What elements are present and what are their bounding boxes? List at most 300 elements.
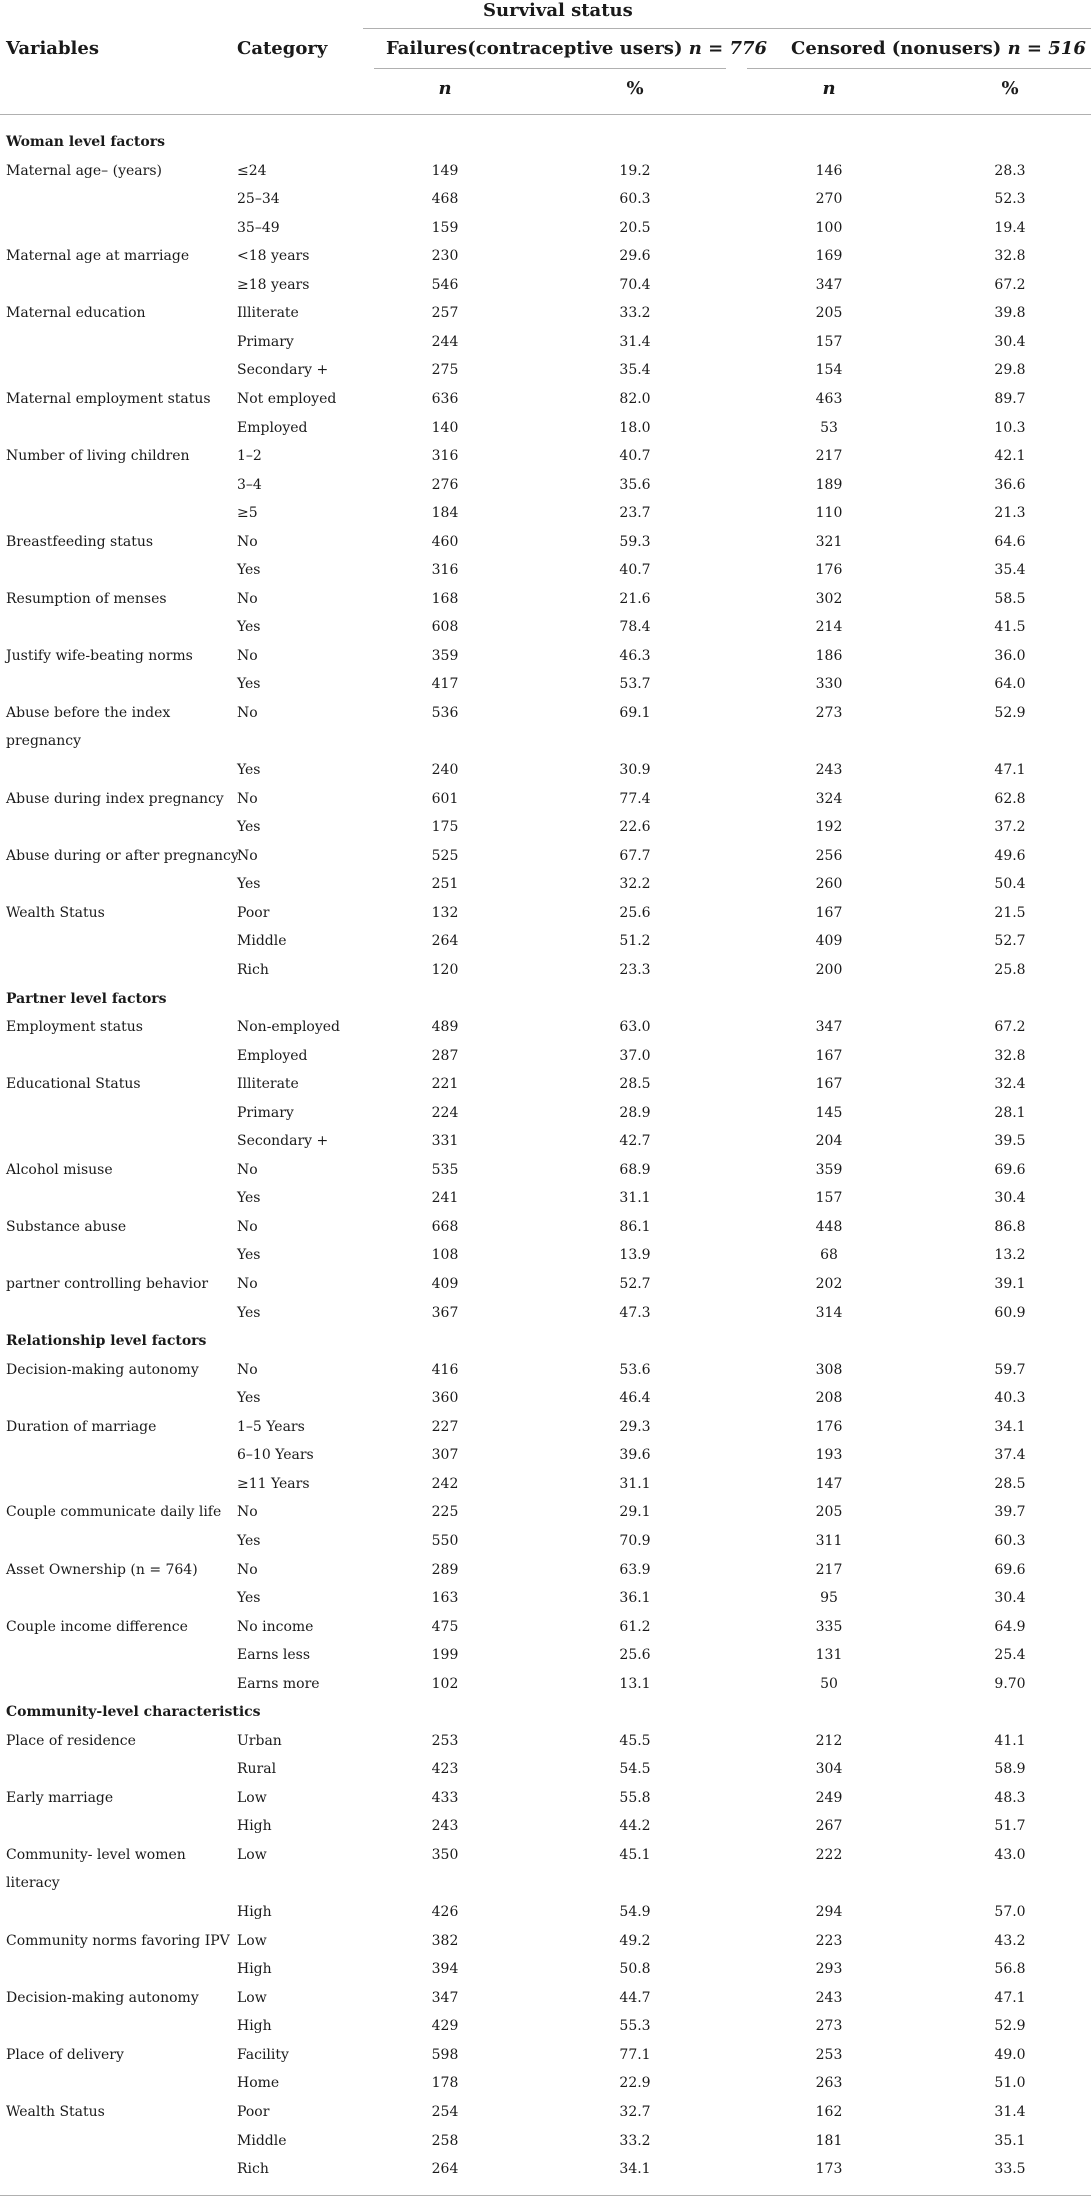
category-cell: 1–2 bbox=[237, 448, 262, 465]
table-row bbox=[0, 927, 1091, 955]
censored-n-cell: 193 bbox=[815, 1447, 843, 1464]
table-row bbox=[0, 1670, 1091, 1698]
censored-n-cell: 302 bbox=[815, 590, 843, 607]
failures-n-cell: 316 bbox=[431, 562, 459, 579]
category-cell: Illiterate bbox=[237, 1076, 299, 1093]
variable-cell: Decision-making autonomy bbox=[6, 1989, 199, 2006]
censored-pct-cell: 10.3 bbox=[994, 419, 1026, 436]
table-row bbox=[0, 2012, 1091, 2040]
censored-pct-cell: 25.4 bbox=[994, 1647, 1026, 1664]
variable-cell: Breastfeeding status bbox=[6, 533, 154, 550]
censored-n-cell: 260 bbox=[815, 876, 843, 893]
category-cell: Yes bbox=[237, 819, 261, 836]
variable-cell: Maternal age– (years) bbox=[6, 162, 162, 179]
table-row bbox=[0, 2098, 1091, 2126]
table-row bbox=[0, 1755, 1091, 1783]
failures-pct-cell: 39.6 bbox=[619, 1447, 651, 1464]
censored-pct-cell: 35.1 bbox=[994, 2132, 1026, 2149]
table-row bbox=[0, 1641, 1091, 1669]
category-cell: No bbox=[237, 847, 258, 864]
table-bottom-rule bbox=[0, 2195, 1091, 2196]
failures-pct-cell: 77.1 bbox=[619, 2046, 651, 2063]
failures-n-cell: 536 bbox=[431, 705, 459, 721]
table-row bbox=[0, 471, 1091, 499]
censored-n-cell: 448 bbox=[815, 1218, 843, 1235]
variable-cell: Couple income difference bbox=[6, 1618, 188, 1635]
failures-n-cell: 423 bbox=[431, 1761, 459, 1778]
censored-pct-cell: 67.2 bbox=[994, 276, 1026, 293]
censored-pct-cell: 28.1 bbox=[994, 1104, 1026, 1121]
censored-pct-cell: 56.8 bbox=[994, 1961, 1026, 1978]
table-row bbox=[0, 157, 1091, 185]
variable-cell: Place of delivery bbox=[6, 2046, 124, 2063]
failures-n-cell: 244 bbox=[431, 333, 459, 350]
censored-n-cell: 243 bbox=[815, 762, 843, 779]
variable-cell: Resumption of menses bbox=[6, 590, 167, 607]
failures-pct-cell: 37.0 bbox=[619, 1047, 651, 1064]
failures-n-cell: 347 bbox=[431, 1989, 459, 2006]
failures-n-cell: 132 bbox=[431, 904, 459, 921]
table-row bbox=[0, 1241, 1091, 1269]
failures-pct-cell: 49.2 bbox=[619, 1932, 651, 1949]
section-header-row bbox=[0, 128, 1091, 156]
failures-n-cell: 224 bbox=[431, 1104, 459, 1121]
variable-cell: partner controlling behavior bbox=[6, 1276, 209, 1292]
table-row bbox=[0, 1156, 1091, 1184]
table-row bbox=[0, 1898, 1091, 1926]
failures-pct-cell: 22.6 bbox=[619, 819, 651, 836]
censored-n-cell: 330 bbox=[815, 676, 843, 693]
failures-n-cell: 409 bbox=[431, 1276, 459, 1292]
category-cell: Illiterate bbox=[237, 305, 299, 322]
censored-n-cell: 192 bbox=[815, 819, 843, 836]
censored-n-cell: 176 bbox=[815, 562, 843, 579]
failures-n-cell: 360 bbox=[431, 1390, 459, 1407]
category-cell: Low bbox=[237, 1932, 267, 1949]
table-row bbox=[0, 1413, 1091, 1441]
failures-n-cell: 175 bbox=[431, 819, 459, 836]
category-cell: No bbox=[237, 1561, 258, 1578]
censored-pct-cell: 13.2 bbox=[994, 1247, 1026, 1264]
censored-n-cell: 154 bbox=[815, 362, 843, 379]
failures-pct-cell: 35.6 bbox=[619, 476, 651, 493]
failures-pct-cell: 78.4 bbox=[619, 619, 651, 636]
censored-pct-cell: 49.6 bbox=[994, 847, 1026, 864]
failures-n-cell: 221 bbox=[431, 1076, 459, 1093]
censored-n-cell: 212 bbox=[815, 1732, 843, 1749]
table-row bbox=[0, 1841, 1091, 1891]
table-row bbox=[0, 1270, 1091, 1298]
category-cell: ≥18 years bbox=[237, 276, 310, 293]
failures-n-cell: 359 bbox=[431, 647, 459, 664]
failures-pct-cell: 55.3 bbox=[619, 2018, 651, 2035]
table-row bbox=[0, 1470, 1091, 1498]
failures-pct-cell: 70.4 bbox=[619, 276, 651, 293]
censored-pct-cell: 64.6 bbox=[994, 533, 1026, 550]
failures-pct-cell: 54.5 bbox=[619, 1761, 651, 1778]
category-cell: Low bbox=[237, 1989, 267, 2006]
category-cell: Employed bbox=[237, 419, 308, 436]
censored-n-cell: 162 bbox=[815, 2103, 843, 2120]
table-row bbox=[0, 1498, 1091, 1526]
failures-pct-cell: 31.1 bbox=[619, 1190, 651, 1207]
censored-pct-cell: 86.8 bbox=[994, 1218, 1026, 1235]
censored-n-cell: 335 bbox=[815, 1618, 843, 1635]
table-row bbox=[0, 1099, 1091, 1127]
failures-pct-cell: 46.4 bbox=[619, 1390, 651, 1407]
failures-n-cell: 287 bbox=[431, 1047, 459, 1064]
category-cell: Home bbox=[237, 2075, 280, 2092]
table-row bbox=[0, 242, 1091, 270]
category-cell: Secondary + bbox=[237, 362, 329, 379]
censored-pct-cell: 21.3 bbox=[994, 505, 1026, 522]
table-row bbox=[0, 1927, 1091, 1955]
category-cell: Yes bbox=[237, 676, 261, 693]
censored-n-cell: 463 bbox=[815, 391, 843, 407]
table-row bbox=[0, 2069, 1091, 2097]
failures-n-cell: 199 bbox=[431, 1647, 459, 1664]
failures-n-cell: 251 bbox=[431, 876, 459, 893]
failures-label: Failures(contraceptive users) bbox=[386, 38, 683, 59]
section-header-row bbox=[0, 985, 1091, 1013]
censored-pct-cell: 49.0 bbox=[994, 2046, 1026, 2063]
censored-pct-cell: 35.4 bbox=[994, 562, 1026, 579]
failures-n-cell: 257 bbox=[431, 305, 459, 322]
category-cell: Yes bbox=[237, 1390, 261, 1407]
table-row bbox=[0, 1042, 1091, 1070]
failures-n-cell: 426 bbox=[431, 1904, 459, 1921]
variables-column-header: Variables bbox=[6, 38, 99, 59]
censored-n-cell: 189 bbox=[815, 476, 843, 493]
table-row bbox=[0, 670, 1091, 698]
failures-pct-cell: 63.0 bbox=[619, 1019, 651, 1035]
category-cell: Employed bbox=[237, 1047, 308, 1064]
censored-n-cell: 204 bbox=[815, 1133, 843, 1150]
censored-n-cell: 50 bbox=[820, 1675, 838, 1692]
failures-n-cell: 225 bbox=[431, 1504, 459, 1521]
table-row bbox=[0, 1584, 1091, 1612]
variable-cell: Maternal education bbox=[6, 305, 146, 322]
variable-cell: Duration of marriage bbox=[6, 1418, 157, 1435]
section-title: Woman level factors bbox=[6, 134, 165, 150]
table-row bbox=[0, 642, 1091, 670]
failures-n-cell: 416 bbox=[431, 1361, 459, 1378]
failures-pct-cell: 23.3 bbox=[619, 961, 651, 978]
variable-cell: Asset Ownership (n = 764) bbox=[6, 1561, 198, 1578]
variable-cell: Educational Status bbox=[6, 1076, 141, 1093]
censored-pct-cell: 51.7 bbox=[994, 1818, 1026, 1835]
table-row bbox=[0, 271, 1091, 299]
censored-pct-cell: 41.1 bbox=[994, 1732, 1026, 1749]
failures-n-cell: 382 bbox=[431, 1932, 459, 1949]
category-cell: Yes bbox=[237, 1532, 261, 1549]
section-title: Partner level factors bbox=[6, 990, 167, 1007]
table-row bbox=[0, 442, 1091, 470]
table-row bbox=[0, 1727, 1091, 1755]
censored-pct-cell: 48.3 bbox=[994, 1789, 1026, 1806]
category-cell: Yes bbox=[237, 619, 261, 636]
category-cell: No bbox=[237, 705, 258, 721]
censored-pct-cell: 47.1 bbox=[994, 762, 1026, 779]
category-cell: No bbox=[237, 790, 258, 807]
censored-pct-cell: 69.6 bbox=[994, 1161, 1026, 1178]
censored-pct-cell: 51.0 bbox=[994, 2075, 1026, 2092]
failures-pct-cell: 46.3 bbox=[619, 647, 651, 664]
category-cell: Yes bbox=[237, 562, 261, 579]
table-row bbox=[0, 785, 1091, 813]
category-cell: Earns less bbox=[237, 1647, 311, 1664]
failures-n-cell: 178 bbox=[431, 2075, 459, 2092]
failures-n-cell: 289 bbox=[431, 1561, 459, 1578]
header-bottom-rule bbox=[0, 114, 1091, 115]
censored-pct-cell: 40.3 bbox=[994, 1390, 1026, 1407]
category-cell: Primary bbox=[237, 1104, 294, 1121]
category-column-header: Category bbox=[237, 38, 328, 59]
censored-n-cell: 304 bbox=[815, 1761, 843, 1778]
censored-n-cell: 249 bbox=[815, 1789, 843, 1806]
censored-label: Censored (nonusers) bbox=[791, 38, 1002, 59]
category-cell: No bbox=[237, 1361, 258, 1378]
table-row bbox=[0, 328, 1091, 356]
category-cell: High bbox=[237, 2018, 272, 2035]
category-cell: ≤24 bbox=[237, 162, 267, 179]
failures-n-cell: 149 bbox=[431, 162, 459, 179]
variable-cell-continued: literacy bbox=[6, 1875, 60, 1891]
category-cell: Earns more bbox=[237, 1675, 320, 1692]
category-cell: No income bbox=[237, 1618, 314, 1635]
variable-cell: Wealth Status bbox=[6, 2103, 105, 2120]
table-row bbox=[0, 356, 1091, 384]
category-cell: <18 years bbox=[237, 248, 310, 265]
category-cell: Urban bbox=[237, 1732, 282, 1749]
table-row bbox=[0, 1955, 1091, 1983]
variable-cell: Abuse before the index bbox=[6, 705, 171, 721]
censored-n-cell: 217 bbox=[815, 1561, 843, 1578]
censored-pct-cell: 39.7 bbox=[994, 1504, 1026, 1521]
censored-pct-cell: 25.8 bbox=[994, 961, 1026, 978]
failures-n-cell: 240 bbox=[431, 762, 459, 779]
censored-pct-cell: 62.8 bbox=[994, 790, 1026, 807]
category-cell: Low bbox=[237, 1789, 267, 1806]
failures-pct-cell: 51.2 bbox=[619, 933, 651, 950]
variable-cell: Abuse during or after pregnancy bbox=[6, 847, 239, 864]
censored-n-cell: 173 bbox=[815, 2161, 843, 2177]
table-row bbox=[0, 699, 1091, 749]
failures-n-cell: 636 bbox=[431, 391, 459, 407]
censored-n-cell: 217 bbox=[815, 448, 843, 465]
censored-pct-cell: 36.6 bbox=[994, 476, 1026, 493]
variable-cell: Employment status bbox=[6, 1019, 143, 1035]
failures-pct-cell: 13.1 bbox=[619, 1675, 651, 1692]
category-cell: Yes bbox=[237, 1247, 261, 1264]
censored-n-cell: 273 bbox=[815, 2018, 843, 2035]
section-header-row bbox=[0, 1698, 1091, 1726]
censored-n-cell: 202 bbox=[815, 1276, 843, 1292]
censored-column-header bbox=[791, 38, 1086, 59]
failures-n-cell: 227 bbox=[431, 1418, 459, 1435]
failures-pct-cell: 53.6 bbox=[619, 1361, 651, 1378]
failures-pct-cell: 77.4 bbox=[619, 790, 651, 807]
category-cell: No bbox=[237, 1161, 258, 1178]
failures-pct-cell: 82.0 bbox=[619, 391, 651, 407]
censored-pct-cell: 39.5 bbox=[994, 1133, 1026, 1150]
category-cell: High bbox=[237, 1904, 272, 1921]
failures-pct-cell: 35.4 bbox=[619, 362, 651, 379]
category-cell: No bbox=[237, 533, 258, 550]
failures-n-cell: 276 bbox=[431, 476, 459, 493]
failures-n-cell: 140 bbox=[431, 419, 459, 436]
table-row bbox=[0, 585, 1091, 613]
censored-pct-cell: 32.8 bbox=[994, 248, 1026, 265]
table-row bbox=[0, 1984, 1091, 2012]
category-cell: High bbox=[237, 1818, 272, 1835]
censored-n-cell: 146 bbox=[815, 162, 843, 179]
censored-pct-cell: 52.7 bbox=[994, 933, 1026, 950]
censored-pct-cell: 34.1 bbox=[994, 1418, 1026, 1435]
variable-cell: Wealth Status bbox=[6, 904, 105, 921]
failures-pct-cell: 50.8 bbox=[619, 1961, 651, 1978]
failures-pct-cell: 32.7 bbox=[619, 2103, 651, 2120]
failures-pct-cell: 70.9 bbox=[619, 1532, 651, 1549]
table-row bbox=[0, 1441, 1091, 1469]
censored-pct-cell: 30.4 bbox=[994, 1590, 1026, 1606]
censored-pct-cell: 29.8 bbox=[994, 362, 1026, 379]
censored-n-cell: 208 bbox=[815, 1390, 843, 1407]
variable-cell: Alcohol misuse bbox=[6, 1161, 113, 1178]
variable-cell: Justify wife-beating norms bbox=[6, 647, 193, 664]
failures-n-cell: 598 bbox=[431, 2046, 459, 2063]
category-cell: Not employed bbox=[237, 391, 337, 407]
censored-n-subheader: n bbox=[822, 78, 836, 99]
failures-n-cell: 108 bbox=[431, 1247, 459, 1264]
censored-n-cell: 311 bbox=[815, 1532, 843, 1549]
category-cell: Primary bbox=[237, 333, 294, 350]
censored-n-cell: 169 bbox=[815, 248, 843, 265]
censored-n-cell: 181 bbox=[815, 2132, 843, 2149]
failures-n-cell: 241 bbox=[431, 1190, 459, 1207]
failures-n-cell: 254 bbox=[431, 2103, 459, 2120]
censored-pct-cell: 59.7 bbox=[994, 1361, 1026, 1378]
failures-n-cell: 525 bbox=[431, 847, 459, 864]
table-row bbox=[0, 1812, 1091, 1840]
failures-n-cell: 242 bbox=[431, 1475, 459, 1492]
censored-pct-cell: 52.9 bbox=[994, 705, 1026, 721]
failures-n-cell: 159 bbox=[431, 219, 459, 236]
category-cell: Poor bbox=[237, 904, 270, 921]
censored-pct-cell: 67.2 bbox=[994, 1019, 1026, 1035]
table-row bbox=[0, 528, 1091, 556]
censored-n-cell: 409 bbox=[815, 933, 843, 950]
failures-n-cell: 475 bbox=[431, 1618, 459, 1635]
censored-pct-cell: 58.5 bbox=[994, 590, 1026, 607]
category-cell: Facility bbox=[237, 2046, 289, 2063]
category-cell: No bbox=[237, 1218, 258, 1235]
censored-n-cell: 253 bbox=[815, 2046, 843, 2063]
category-cell: Yes bbox=[237, 1190, 261, 1207]
censored-pct-cell: 43.0 bbox=[994, 1847, 1026, 1863]
censored-n-cell: 243 bbox=[815, 1989, 843, 2006]
censored-n-cell: 223 bbox=[815, 1932, 843, 1949]
table-row bbox=[0, 1613, 1091, 1641]
failures-pct-cell: 45.5 bbox=[619, 1732, 651, 1749]
category-cell: Rural bbox=[237, 1761, 277, 1778]
failures-n-cell: 163 bbox=[431, 1590, 459, 1606]
failures-pct-cell: 25.6 bbox=[619, 904, 651, 921]
failures-pct-cell: 67.7 bbox=[619, 847, 651, 864]
failures-pct-cell: 33.2 bbox=[619, 305, 651, 322]
failures-pct-cell: 45.1 bbox=[619, 1847, 651, 1863]
failures-pct-cell: 29.6 bbox=[619, 248, 651, 265]
failures-pct-cell: 60.3 bbox=[619, 191, 651, 208]
censored-n-cell: 324 bbox=[815, 790, 843, 807]
censored-group-rule bbox=[747, 68, 1091, 69]
category-cell: Non-employed bbox=[237, 1019, 341, 1035]
censored-n-cell: 145 bbox=[815, 1104, 843, 1121]
failures-n-cell: 168 bbox=[431, 590, 459, 607]
censored-n-cell: 267 bbox=[815, 1818, 843, 1835]
category-cell: 1–5 Years bbox=[237, 1418, 305, 1435]
failures-pct-cell: 30.9 bbox=[619, 762, 651, 779]
censored-n-cell: 273 bbox=[815, 705, 843, 721]
category-cell: No bbox=[237, 647, 258, 664]
table-row bbox=[0, 813, 1091, 841]
table-row bbox=[0, 899, 1091, 927]
censored-pct-cell: 39.1 bbox=[994, 1276, 1026, 1292]
table-row bbox=[0, 1184, 1091, 1212]
failures-pct-cell: 31.4 bbox=[619, 333, 651, 350]
survival-status-heading: Survival status bbox=[483, 0, 633, 21]
censored-n-cell: 205 bbox=[815, 1504, 843, 1521]
category-cell: Rich bbox=[237, 961, 269, 978]
failures-pct-cell: 34.1 bbox=[619, 2161, 651, 2177]
failures-pct-cell: 44.7 bbox=[619, 1989, 651, 2006]
category-cell: Middle bbox=[237, 933, 287, 950]
failures-pct-cell: 40.7 bbox=[619, 448, 651, 465]
censored-pct-cell: 21.5 bbox=[994, 904, 1026, 921]
censored-pct-cell: 37.4 bbox=[994, 1447, 1026, 1464]
censored-pct-cell: 47.1 bbox=[994, 1989, 1026, 2006]
censored-pct-cell: 41.5 bbox=[994, 619, 1026, 636]
table-row bbox=[0, 2041, 1091, 2069]
failures-pct-cell: 20.5 bbox=[619, 219, 651, 236]
censored-pct-cell: 60.9 bbox=[994, 1304, 1026, 1321]
variable-cell: Community norms favoring IPV bbox=[6, 1932, 230, 1949]
censored-n-cell: 131 bbox=[815, 1647, 843, 1664]
failures-n-cell: 350 bbox=[431, 1847, 459, 1863]
failures-pct-cell: 53.7 bbox=[619, 676, 651, 693]
censored-pct-cell: 39.8 bbox=[994, 305, 1026, 322]
censored-pct-cell: 60.3 bbox=[994, 1532, 1026, 1549]
category-cell: Yes bbox=[237, 1590, 261, 1606]
censored-pct-cell: 28.3 bbox=[994, 162, 1026, 179]
category-cell: ≥11 Years bbox=[237, 1475, 310, 1492]
censored-pct-cell: 43.2 bbox=[994, 1932, 1026, 1949]
censored-n-cell: 270 bbox=[815, 191, 843, 208]
failures-pct-cell: 42.7 bbox=[619, 1133, 651, 1150]
censored-n-cell: 110 bbox=[815, 505, 843, 522]
failures-pct-cell: 25.6 bbox=[619, 1647, 651, 1664]
censored-pct-cell: 50.4 bbox=[994, 876, 1026, 893]
category-cell: No bbox=[237, 590, 258, 607]
failures-group-rule bbox=[374, 68, 726, 69]
censored-n-cell: 321 bbox=[815, 533, 843, 550]
failures-pct-cell: 21.6 bbox=[619, 590, 651, 607]
censored-pct-cell: 32.4 bbox=[994, 1076, 1026, 1093]
censored-pct-cell: 9.70 bbox=[994, 1675, 1026, 1692]
censored-n-cell: 222 bbox=[815, 1847, 843, 1863]
category-cell: Middle bbox=[237, 2132, 287, 2149]
censored-pct-cell: 57.0 bbox=[994, 1904, 1026, 1921]
